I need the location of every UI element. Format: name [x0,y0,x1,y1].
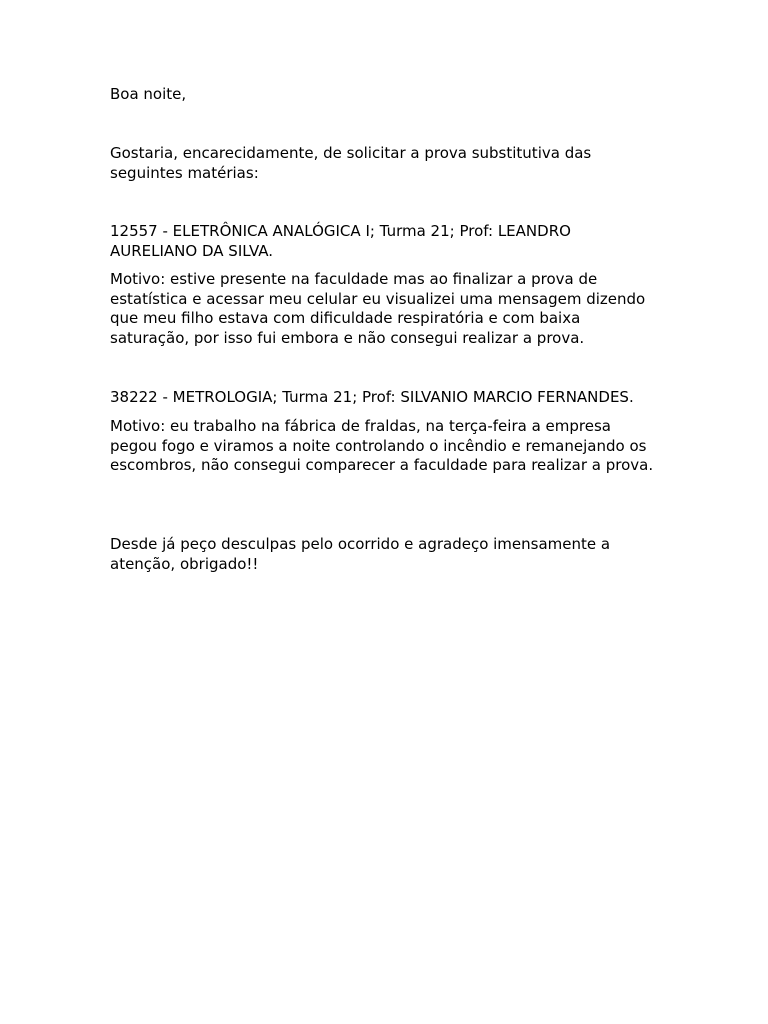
course-reason-metrologia: Motivo: eu trabalho na fábrica de fraldas, na terça-feira a empresa pegou fogo e viramos a noite controlando o incêndio e remanejando os escombros, não consegui comparecer a faculdade para realizar a prova. [110,417,654,475]
greeting-text: Boa noite, [110,85,187,103]
course-title-eletronica: 12557 - ELETRÔNICA ANALÓGICA I; Turma 21; Prof: LEANDRO AURELIANO DA SILVA. [110,222,571,260]
request-paragraph: Gostaria, encarecidamente, de solicitar a prova substitutiva das seguintes matérias: [110,144,592,182]
course-title-metrologia: 38222 - METROLOGIA; Turma 21; Prof: SILVANIO MARCIO FERNANDES. [110,388,634,406]
course-reason-eletronica: Motivo: estive presente na faculdade mas ao finalizar a prova de estatística e acessar meu celular eu visualizei uma mensagem dizendo que meu filho estava com dificuldade respiratória e com baixa saturação, por isso fui embora e não consegui realizar a prova. [110,270,646,347]
closing-paragraph: Desde já peço desculpas pelo ocorrido e agradeço imensamente a atenção, obrigado!! [110,535,611,573]
